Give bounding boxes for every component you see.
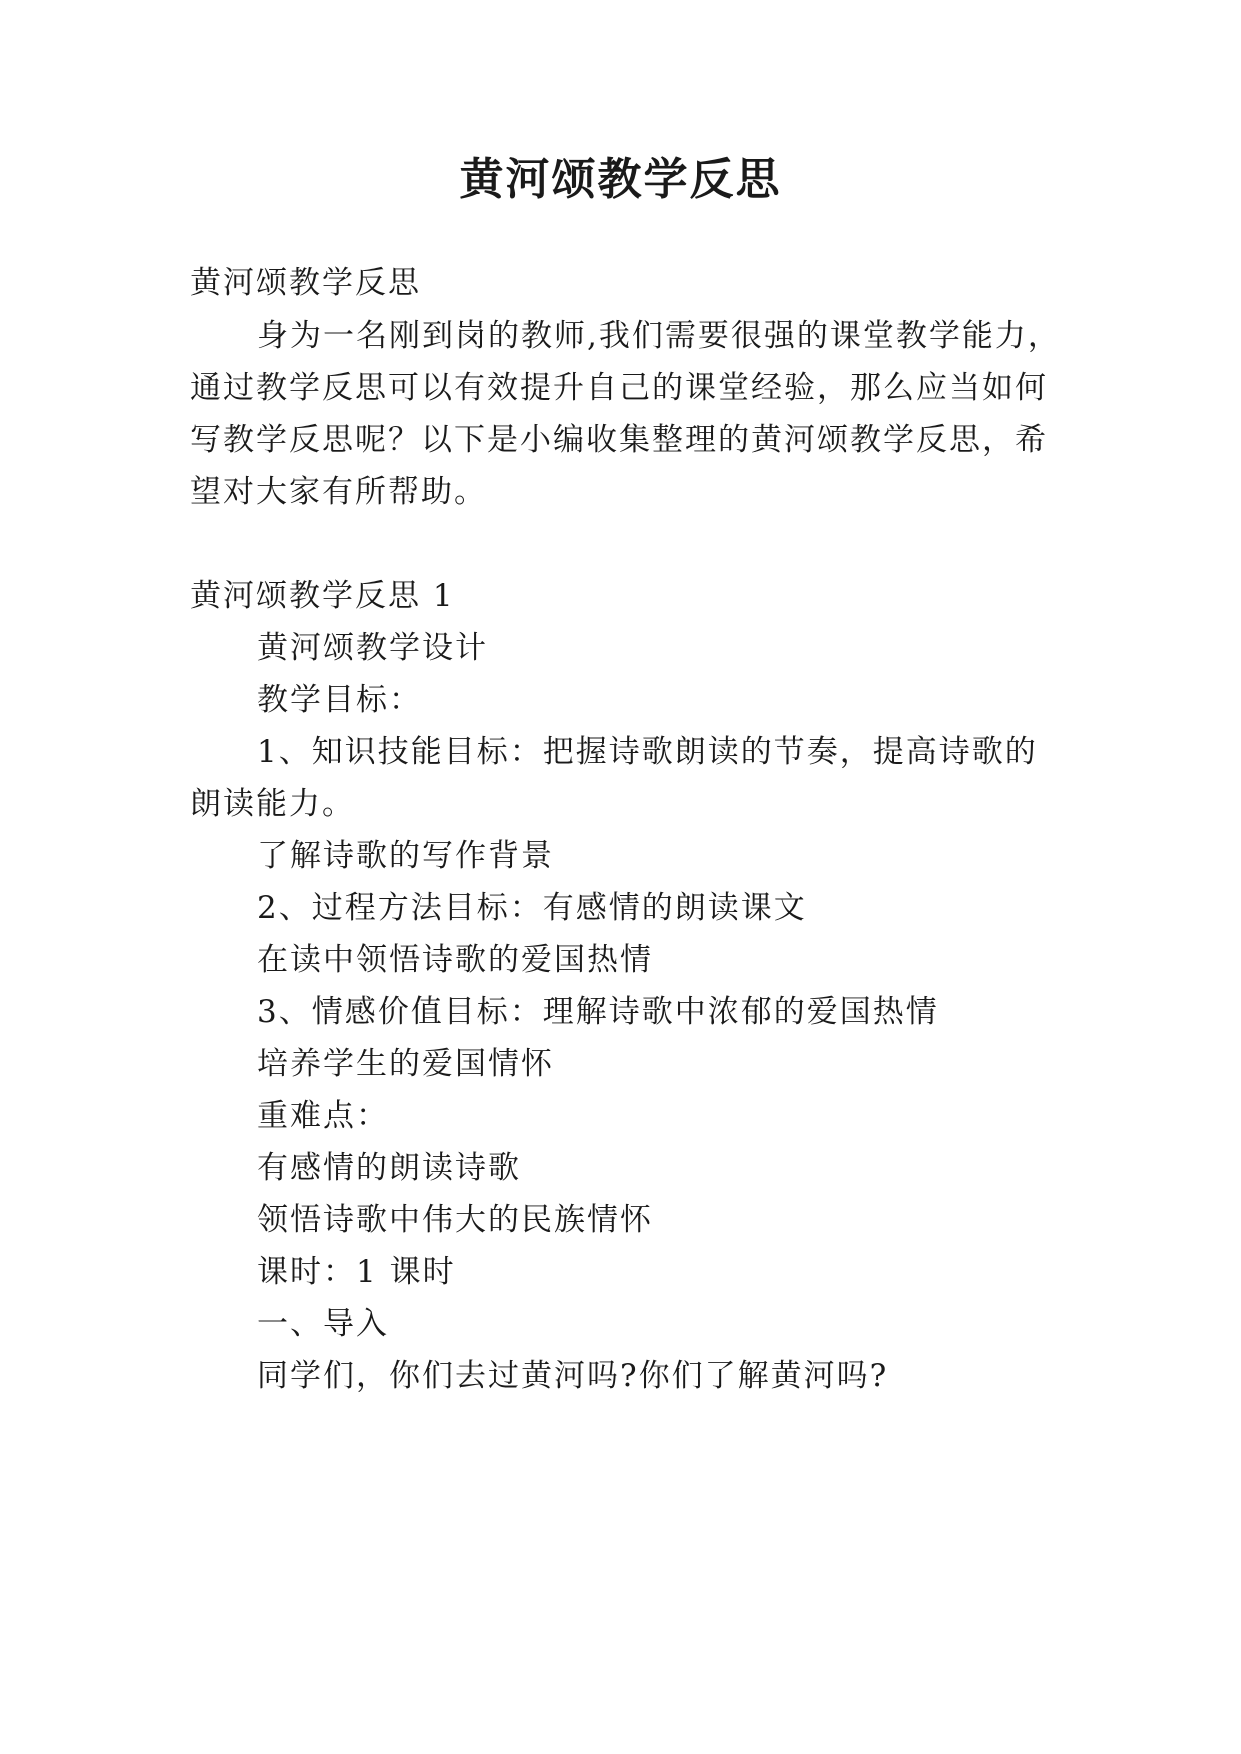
intro-line-2: 通过教学反思可以有效提升自己的课堂经验，那么应当如何 xyxy=(190,370,1048,406)
body-line: 同学们，你们去过黄河吗?你们了解黄河吗? xyxy=(257,1358,889,1394)
section-heading: 黄河颂教学反思 1 xyxy=(190,578,455,614)
intro-line-1: 身为一名刚到岗的教师,我们需要很强的课堂教学能力， xyxy=(257,318,1061,354)
body-line: 黄河颂教学设计 xyxy=(257,630,488,666)
body-line: 教学目标： xyxy=(257,682,422,718)
document-title: 黄河颂教学反思 xyxy=(459,154,782,205)
intro-line-3: 写教学反思呢？以下是小编收集整理的黄河颂教学反思，希 xyxy=(190,422,1048,458)
body-line: 1、知识技能目标：把握诗歌朗读的节奏，提高诗歌的 xyxy=(257,734,1038,770)
subtitle: 黄河颂教学反思 xyxy=(190,265,421,301)
body-line: 培养学生的爱国情怀 xyxy=(257,1046,554,1082)
body-line: 了解诗歌的写作背景 xyxy=(257,838,554,874)
body-line: 课时：1 课时 xyxy=(257,1254,456,1290)
body-line: 重难点： xyxy=(257,1098,389,1134)
body-line: 一、导入 xyxy=(257,1306,389,1342)
body-line: 领悟诗歌中伟大的民族情怀 xyxy=(257,1202,653,1238)
body-line: 朗读能力。 xyxy=(190,786,355,822)
body-line: 有感情的朗读诗歌 xyxy=(257,1150,521,1186)
body-line: 3、情感价值目标：理解诗歌中浓郁的爱国热情 xyxy=(257,994,939,1030)
intro-line-4: 望对大家有所帮助。 xyxy=(190,474,487,510)
body-line: 在读中领悟诗歌的爱国热情 xyxy=(257,942,653,978)
body-line: 2、过程方法目标：有感情的朗读课文 xyxy=(257,890,807,926)
